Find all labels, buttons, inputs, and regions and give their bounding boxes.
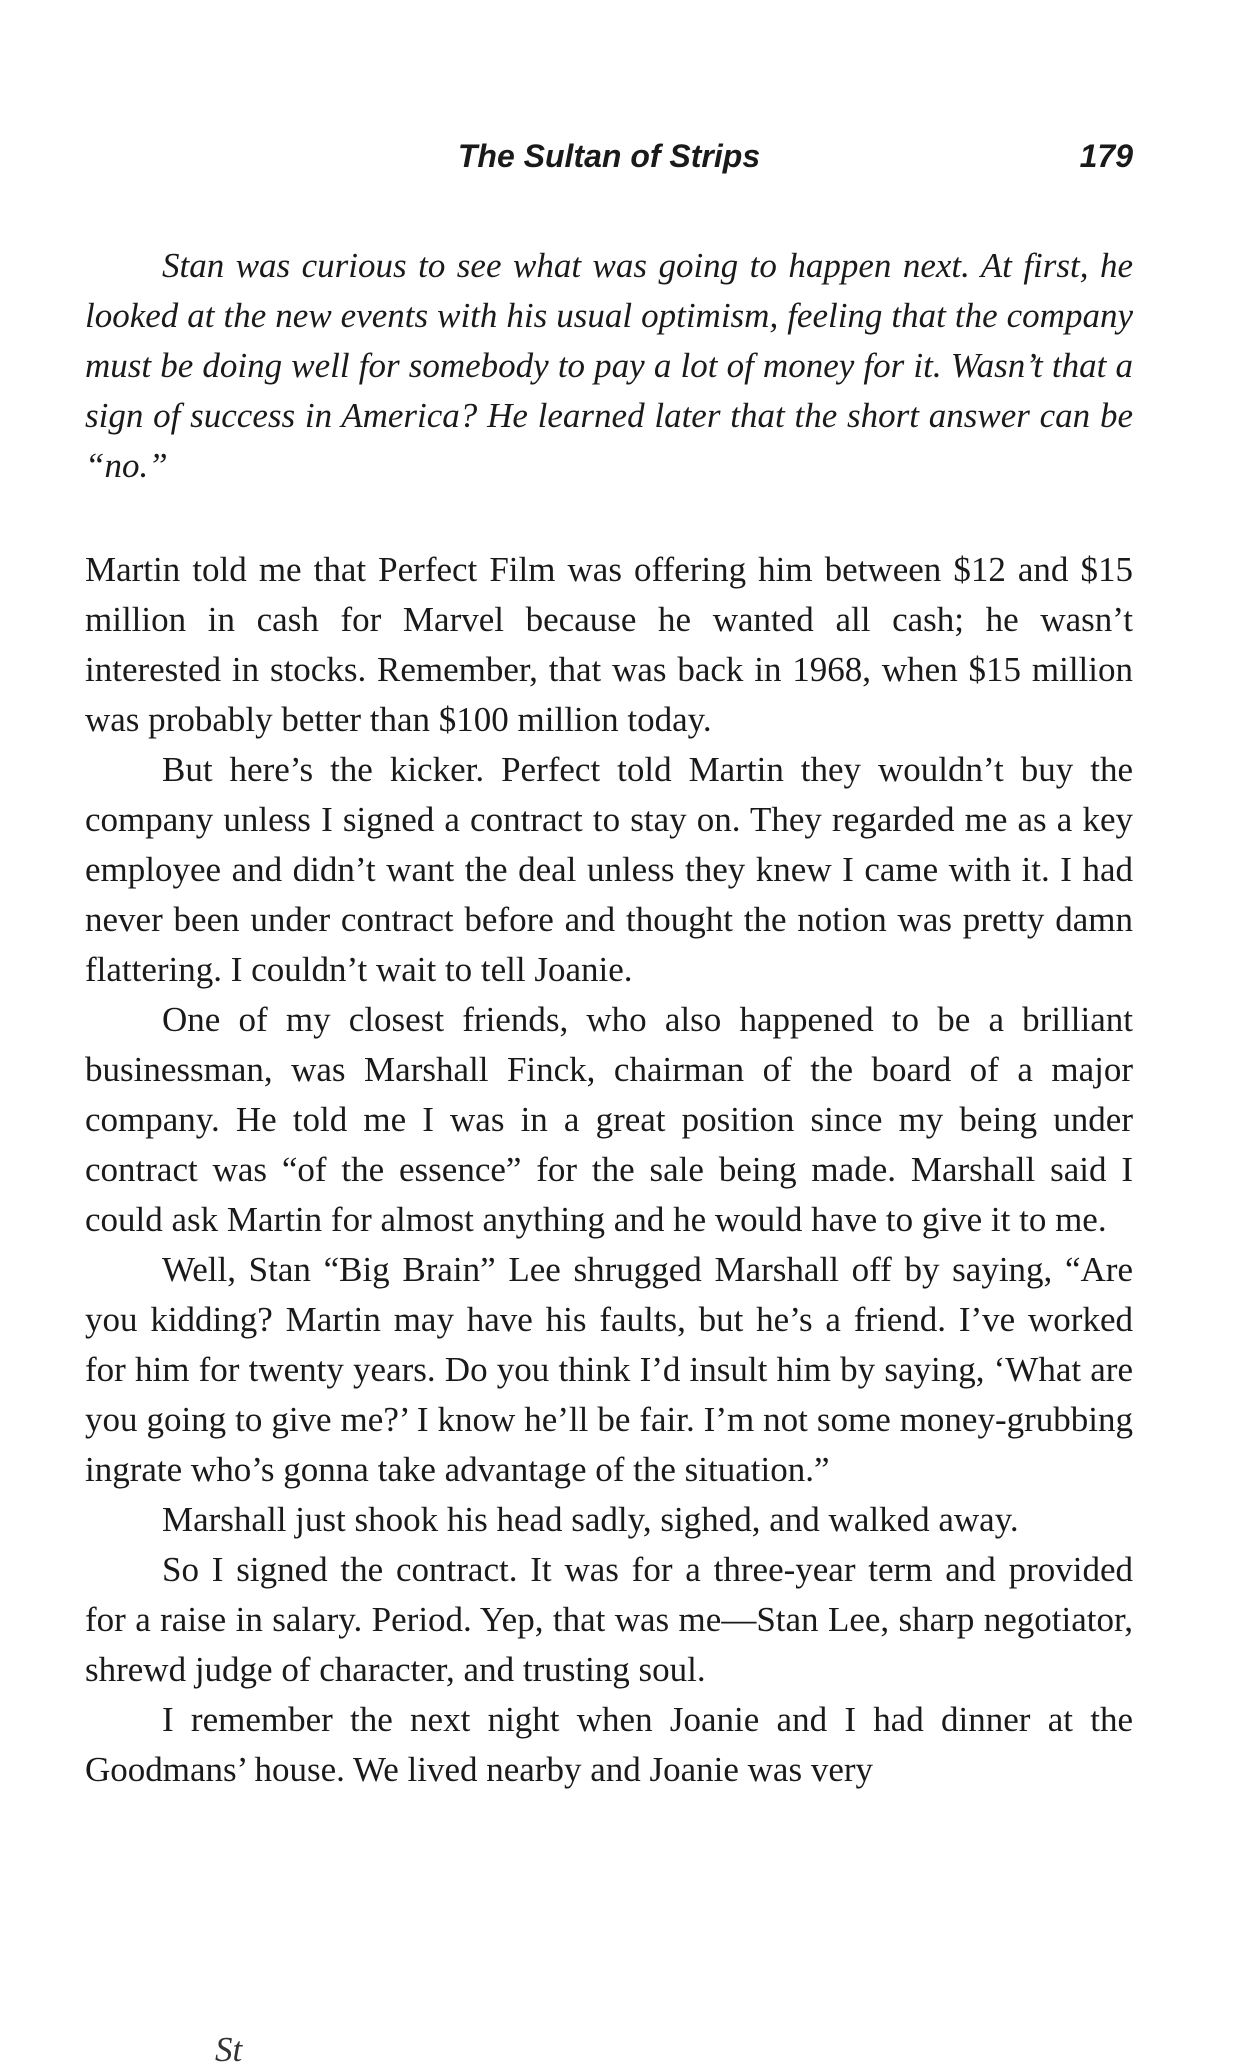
page-number: 179 [1079, 138, 1133, 174]
body-paragraph: Marshall just shook his head sadly, sighed, and walked away. [162, 1500, 1019, 1539]
body-paragraph: So I signed the contract. It was for a three-year term and provided for a raise in salary. Period. Yep, that was me—Stan Lee, sharp negotiator, shrewd judge of character, and trusting soul. [85, 1550, 1133, 1689]
italic-paragraph: Stan was curious to see what was going to happen next. At first, he looked at the new events with his usual optimism, feeling that the company must be doing well for somebody to pay a lot of money for it. Wasn’t that a sign of success in America? He learned later that the short answer can be “no.” [85, 246, 1133, 485]
clipped-footer-text: St [215, 2030, 243, 2069]
running-title: The Sultan of Strips [457, 138, 761, 174]
body-paragraph: But here’s the kicker. Perfect told Martin they wouldn’t buy the company unless I signed a contract to stay on. They regarded me as a key employee and didn’t want the deal unless they knew I came with it. I had never been under contract before and thought the notion was pretty damn flattering. I couldn’t wait to tell Joanie. [85, 750, 1133, 989]
body-paragraph: Well, Stan “Big Brain” Lee shrugged Marshall off by saying, “Are you kidding? Martin may have his faults, but he’s a friend. I’ve worked for him for twenty years. Do you think I’d insult him by saying, ‘What are you going to give me?’ I know he’ll be fair. I’m not some money-grubbing ingrate who’s gonna take advantage of the situation.” [85, 1250, 1133, 1489]
body-paragraph: Martin told me that Perfect Film was offering him between $12 and $15 million in cash for Marvel because he wanted all cash; he wasn’t interested in stocks. Remember, that was back in 1968, when $15 million was probably better than $100 million today. [85, 550, 1133, 739]
body-paragraph: One of my closest friends, who also happened to be a brilliant businessman, was Marshall Finck, chairman of the board of a major company. He told me I was in a great position since my being under contract was “of the essence” for the sale being made. Marshall said I could ask Martin for almost anything and he would have to give it to me. [85, 1000, 1133, 1239]
italic-commentary [85, 241, 1133, 491]
body-text [85, 545, 1133, 1795]
body-paragraph: I remember the next night when Joanie and I had dinner at the Goodmans’ house. We lived nearby and Joanie was very [85, 1700, 1133, 1789]
running-header [85, 132, 1133, 180]
